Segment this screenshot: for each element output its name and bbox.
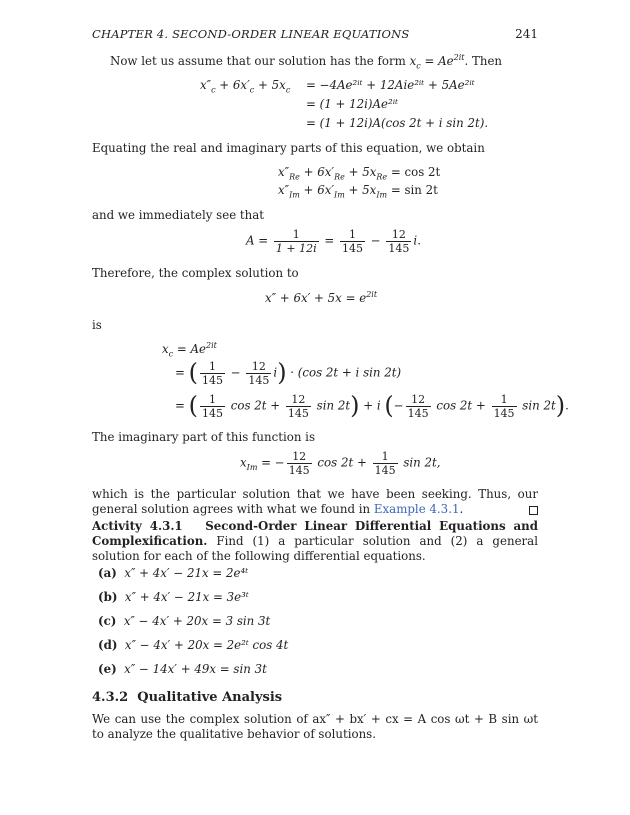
exercise-item: (d) x″ − 4x′ + 20x = 2e²ᵗ cos 4t: [98, 638, 289, 652]
qed-box-icon: [529, 506, 538, 515]
equation-line: $x''_{Re} + 6x'_{Re} + 5x_{Re} = \cos 2t$: [278, 165, 441, 182]
exercise-item: (a) x″ + 4x′ − 21x = 2e⁴ᵗ: [98, 566, 249, 580]
equation-rhs: = (1 + 12i)Ae²ⁱᵗ: [306, 97, 399, 111]
paragraph: Equating the real and imaginary parts of this equation, we obtain: [92, 141, 485, 155]
equation-line: $x''_c + 6x'_c + 5x_c$: [200, 78, 291, 95]
section-heading: 4.3.2 Qualitative Analysis: [92, 690, 283, 705]
paragraph: and we immediately see that: [92, 208, 265, 222]
paragraph: We can use the complex solution of ax″ + bx′ + cx = A cos ωt + B sin ωt to analyze the qualitative behavior of solutions.: [92, 712, 538, 741]
exercise-item: (e) x″ − 14x′ + 49x = sin 3t: [98, 662, 267, 676]
equation-line: $x_{Im}$ = − $\frac{12}{145}$ cos 2t + $\frac{1}{145}$ sin 2t,: [240, 450, 441, 477]
equation-line: $x'' + 6x' + 5x = e^{2it}$: [265, 290, 378, 305]
example-link[interactable]: Example 4.3.1: [373, 502, 460, 516]
paragraph: Now let us assume that our solution has the form $x_c = Ae^{2it}$. Then: [110, 53, 503, 71]
equation-line: = ( $\frac{1}{145}$ − $\frac{12}{145}$ i) · (cos 2t + i sin 2t): [175, 358, 402, 387]
activity-block: Activity 4.3.1 Second-Order Linear Differential Equations and Complexification. Find (1) a particular solution and (2) a general solution for each of the following differential equations.: [92, 519, 538, 563]
page-number: 241: [515, 27, 538, 41]
paragraph: which is the particular solution that we have been seeking. Thus, our general solution agrees with what we found in Example 4.3.1.: [92, 487, 538, 516]
exercise-item: (c) x″ − 4x′ + 20x = 3 sin 3t: [98, 614, 271, 628]
equation-line: A = $\frac{1}{1 + 12i}$ = $\frac{1}{145}$ − $\frac{12}{145}$ i.: [246, 228, 421, 255]
equation-line: $x_c = Ae^{2it}$: [162, 341, 217, 359]
paragraph: is: [92, 318, 102, 332]
equation-line: = ( $\frac{1}{145}$ cos 2t + $\frac{12}{145}$ sin 2t) + i (− $\frac{12}{145}$ cos 2t + $\frac{1}{145}$ sin 2t).: [175, 391, 569, 420]
exercise-item: (b) x″ + 4x′ − 21x = 3e³ᵗ: [98, 590, 249, 604]
paragraph: The imaginary part of this function is: [92, 430, 316, 444]
running-header: CHAPTER 4. SECOND-ORDER LINEAR EQUATIONS: [92, 27, 410, 41]
equation-rhs: = −4Ae²ⁱᵗ + 12Aie²ⁱᵗ + 5Ae²ⁱᵗ: [306, 78, 475, 92]
paragraph: Therefore, the complex solution to: [92, 266, 299, 280]
equation-rhs: = (1 + 12i)A(cos 2t + i sin 2t).: [306, 116, 489, 130]
equation-line: $x''_{Im} + 6x'_{Im} + 5x_{Im} = \sin 2t$: [278, 183, 438, 200]
